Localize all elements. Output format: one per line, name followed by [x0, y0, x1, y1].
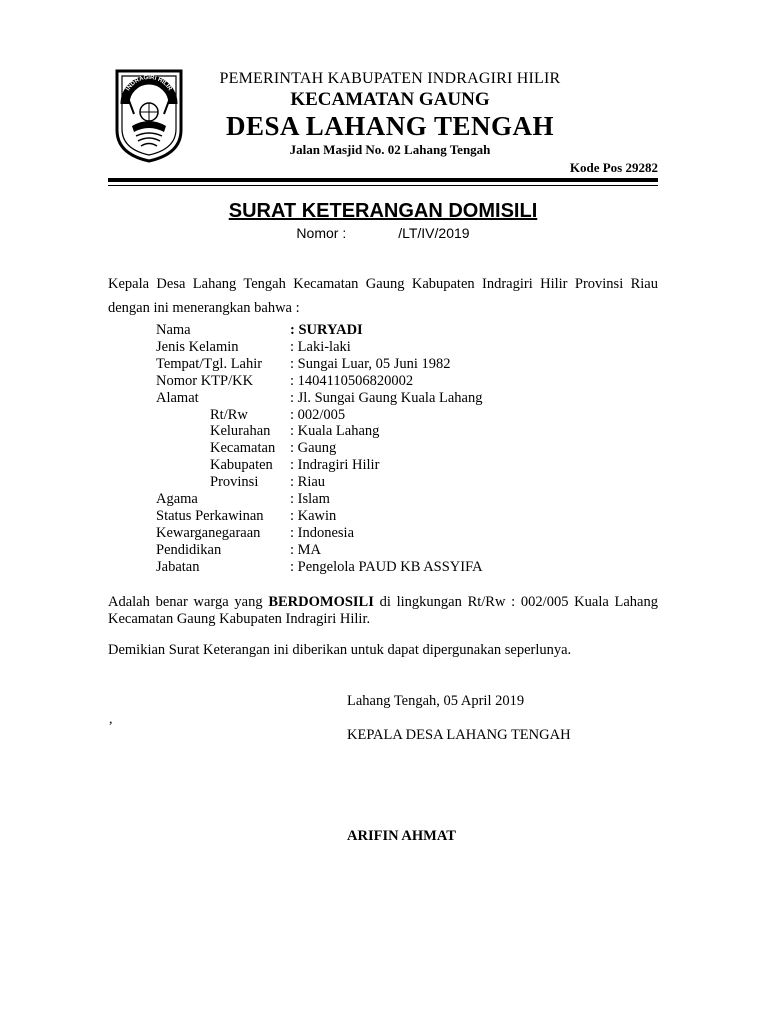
- field-row: [156, 508, 483, 525]
- village-heading: DESA LAHANG TENGAH: [225, 111, 555, 141]
- field-row: [156, 474, 483, 491]
- field-value: : Kuala Lahang: [290, 423, 380, 440]
- resident-details: [156, 322, 483, 576]
- office-address: Jalan Masjid No. 02 Lahang Tengah: [289, 142, 491, 157]
- intro-paragraph: Kepala Desa Lahang Tengah Kecamatan Gaung Kabupaten Indragiri Hilir Provinsi Riau dengan ini menerangkan bahwa :: [108, 276, 658, 316]
- field-value: : Gaung: [290, 440, 337, 457]
- field-label: Agama: [156, 491, 198, 508]
- field-value: : Indragiri Hilir: [290, 457, 380, 474]
- field-label: Kelurahan: [210, 423, 271, 440]
- field-row: [156, 525, 483, 542]
- field-row: [156, 373, 483, 390]
- postal-code: Kode Pos 29282: [569, 160, 658, 175]
- field-label: Nomor KTP/KK: [156, 372, 254, 389]
- place-and-date: Lahang Tengah, 05 April 2019: [347, 693, 525, 709]
- field-label: Nama: [156, 322, 191, 338]
- field-label: Kabupaten: [210, 457, 273, 474]
- field-value: : MA: [290, 541, 322, 558]
- field-row: [156, 339, 483, 356]
- field-row: [156, 407, 483, 424]
- field-value: : SURYADI: [290, 322, 363, 338]
- document-title: SURAT KETERANGAN DOMISILI: [228, 200, 538, 222]
- seal-text: INDRAGIRI HILIR: [125, 74, 173, 93]
- field-label: Tempat/Tgl. Lahir: [156, 355, 263, 372]
- field-value: : Laki-laki: [290, 338, 351, 355]
- stray-comma: ,: [109, 712, 113, 727]
- field-label: Jenis Kelamin: [156, 338, 239, 355]
- field-row: [156, 440, 483, 457]
- domicile-statement: Adalah benar warga yang BERDOMOSILI di lingkungan Rt/Rw : 002/005 Kuala Lahang Kecamatan Gaung Kabupaten Indragiri Hilir.: [108, 594, 658, 627]
- field-label: Rt/Rw: [210, 406, 248, 423]
- field-label: Alamat: [156, 389, 199, 406]
- field-label: Pendidikan: [156, 541, 222, 558]
- field-label: Kecamatan: [210, 440, 276, 457]
- document-number: [108, 225, 658, 241]
- field-row: [156, 457, 483, 474]
- field-value: : Riau: [290, 474, 326, 491]
- field-label: Jabatan: [156, 558, 200, 575]
- letterhead-divider-thick: [108, 178, 658, 182]
- district-heading: KECAMATAN GAUNG: [290, 89, 490, 110]
- field-row: [156, 491, 483, 508]
- letterhead-divider-thin: [108, 185, 658, 186]
- field-value: : 1404110506820002: [290, 372, 414, 389]
- field-row: [156, 423, 483, 440]
- field-row: [156, 542, 483, 559]
- field-label: Kewarganegaraan: [156, 524, 261, 541]
- government-heading: PEMERINTAH KABUPATEN INDRAGIRI HILIR: [219, 70, 561, 87]
- field-label: Provinsi: [210, 474, 259, 491]
- field-value: : Islam: [290, 491, 330, 508]
- field-value: : Kawin: [290, 507, 337, 524]
- signatory-name: ARIFIN AHMAT: [347, 828, 456, 844]
- signatory-title: KEPALA DESA LAHANG TENGAH: [347, 727, 571, 743]
- number-value: /LT/IV/2019: [398, 225, 470, 241]
- field-row: [156, 356, 483, 373]
- number-label: Nomor :: [296, 225, 347, 241]
- closing-paragraph: Demikian Surat Keterangan ini diberikan untuk dapat dipergunakan seperlunya.: [108, 642, 572, 658]
- field-row: [156, 322, 483, 339]
- domicile-keyword: BERDOMOSILI: [268, 594, 374, 610]
- field-row: [156, 390, 483, 407]
- field-value: : Sungai Luar, 05 Juni 1982: [290, 355, 451, 372]
- field-value: : Indonesia: [290, 524, 355, 541]
- field-value: : 002/005: [290, 406, 346, 423]
- field-row: [156, 559, 483, 576]
- field-value: : Pengelola PAUD KB ASSYIFA: [290, 558, 483, 575]
- field-label: Status Perkawinan: [156, 507, 264, 524]
- field-value: : Jl. Sungai Gaung Kuala Lahang: [290, 389, 483, 406]
- regency-seal-logo: [114, 68, 184, 164]
